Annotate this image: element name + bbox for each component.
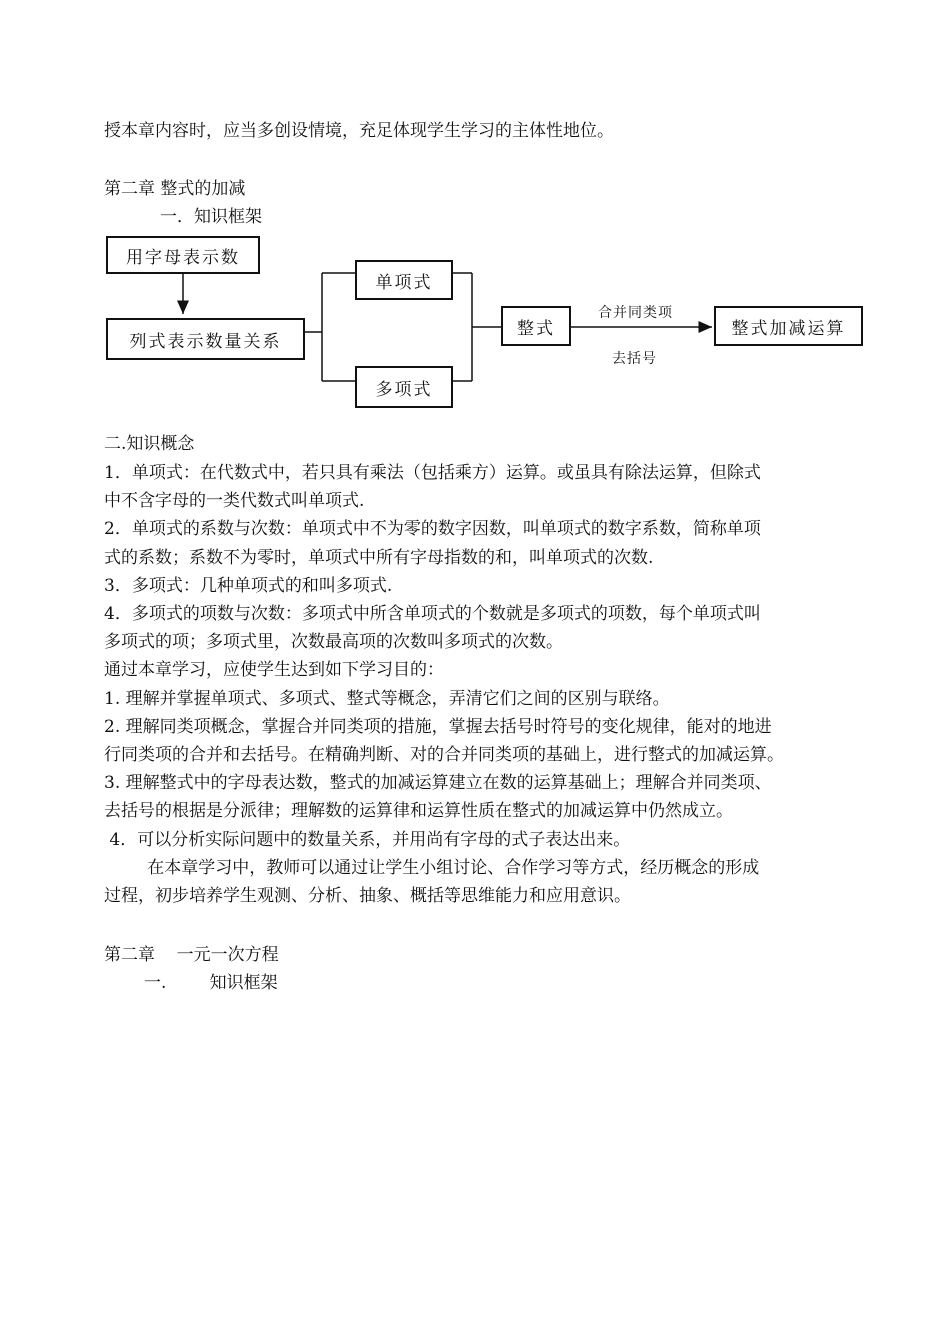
- body-line: 2．单项式的系数与次数：单项式中不为零的数字因数，叫单项式的数字系数，简称单项: [104, 519, 761, 539]
- body-line: 去括号的根据是分派律；理解数的运算律和运算性质在整式的加减运算中仍然成立。: [104, 801, 733, 821]
- body-line: 过程，初步培养学生观测、分析、抽象、概括等思维能力和应用意识。: [104, 886, 631, 906]
- body-line: 3. 理解整式中的字母表达数，整式的加减运算建立在数的运算基础上；理解合并同类项、: [104, 773, 772, 793]
- chapter2-title: 第二章 一元一次方程: [104, 945, 279, 965]
- box-add-subtract-operations: 整式加减运算: [714, 306, 863, 346]
- body-line: 中不含字母的一类代数式叫单项式.: [104, 491, 365, 511]
- chapter2-framework-heading: 一. 知识框架: [144, 973, 278, 993]
- label-combine-like-terms: 合并同类项: [598, 305, 673, 321]
- box-polynomial: 多项式: [355, 366, 453, 408]
- body-line: 通过本章学习，应使学生达到如下学习目的：: [104, 660, 444, 680]
- intro-line: 授本章内容时，应当多创设情境，充足体现学生学习的主体性地位。: [104, 121, 614, 141]
- body-line: 行同类项的合并和去括号。在精确判断、对的合并同类项的基础上，进行整式的加减运算。: [104, 745, 784, 765]
- box-letters-as-numbers: 用字母表示数: [106, 236, 260, 274]
- box-monomial: 单项式: [355, 260, 453, 300]
- chapter-title: 第二章 整式的加减: [104, 179, 246, 199]
- concepts-heading: 二.知识概念: [104, 434, 195, 454]
- body-line: 在本章学习中，教师可以通过让学生小组讨论、合作学习等方式，经历概念的形成: [104, 858, 760, 878]
- knowledge-framework-diagram: [100, 228, 880, 418]
- framework-heading: 一．知识框架: [160, 207, 262, 227]
- label-remove-brackets: 去括号: [612, 351, 657, 367]
- body-line: 1．单项式：在代数式中，若只具有乘法（包括乘方）运算。或虽具有除法运算，但除式: [104, 463, 761, 483]
- body-line: 3．多项式：几种单项式的和叫多项式.: [104, 576, 393, 596]
- body-line: 多项式的项；多项式里，次数最高项的次数叫多项式的次数。: [104, 632, 563, 652]
- body-line: 1. 理解并掌握单项式、多项式、整式等概念，弄清它们之间的区别与联络。: [104, 689, 670, 709]
- body-line: 4．多项式的项数与次数：多项式中所含单项式的个数就是多项式的项数，每个单项式叫: [104, 604, 761, 624]
- body-line: 式的系数；系数不为零时，单项式中所有字母指数的和，叫单项式的次数.: [104, 548, 654, 568]
- box-integral-expression: 整式: [501, 306, 571, 346]
- box-quantity-relations: 列式表示数量关系: [106, 318, 305, 360]
- body-line: 4．可以分析实际问题中的数量关系，并用尚有字母的式子表达出来。: [104, 830, 631, 850]
- body-line: 2. 理解同类项概念，掌握合并同类项的措施，掌握去括号时符号的变化规律，能对的地进: [104, 717, 772, 737]
